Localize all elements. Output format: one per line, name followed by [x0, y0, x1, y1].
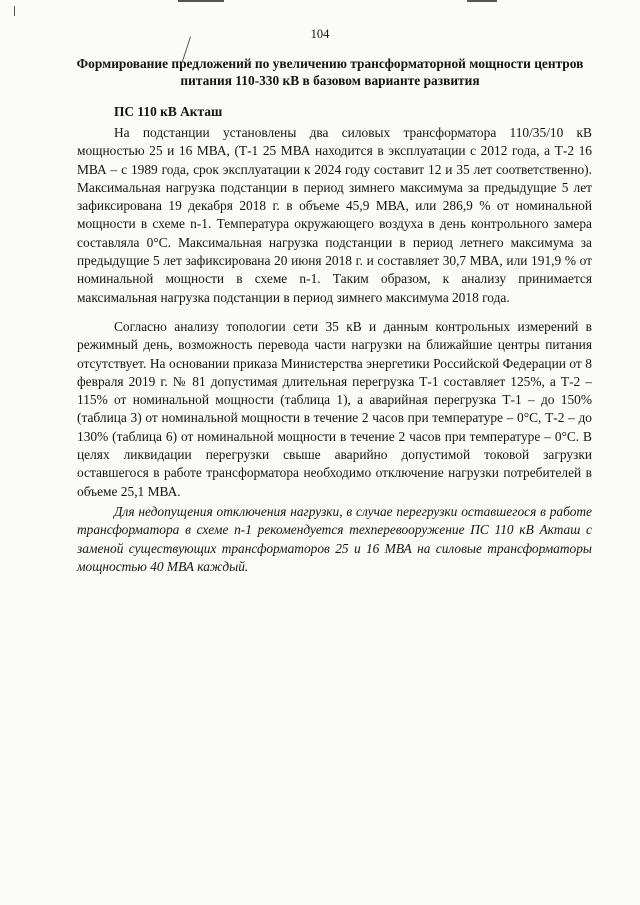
scan-mark-left: [14, 6, 15, 16]
body-paragraph-2: [77, 318, 592, 501]
paragraph-text: Согласно анализу топологии сети 35 кВ и данным контрольных измерений в режимный день, возможность перевода части нагрузки на ближайшие центры питания отсутствует. На основании приказа Министерства энергетики Российской Федерации от 8 февраля 2019 г. № 81 допустимая длительная перегрузка Т-1 составляет 125%, а Т-2 – 115% от номинальной мощности (таблица 1), а аварийная перегрузка Т-1 – до 150% (таблица 3) от номинальной мощности в течение 2 часов при температуре – 0°С, Т-2 – до 130% (таблица 6) от номинальной мощности в течение 2 часов при температуре – 0°С. В целях ликвидации перегрузки свыше аварийно допустимой токовой загрузки оставшегося в работе трансформатора необходимо отключение нагрузки потребителей в объеме 25,1 МВА.: [77, 319, 592, 499]
recommendation-paragraph: [77, 503, 592, 576]
scan-mark-top: [178, 0, 224, 2]
paragraph-text: Для недопущения отключения нагрузки, в случае перегрузки оставшегося в работе трансформатора в схеме n-1 рекомендуется техперевооружение ПС 110 кВ Акташ с заменой существующих трансформаторов 25 и 16 МВА на силовые трансформаторы мощностью 40 МВА каждый.: [77, 504, 592, 574]
page-title: Формирование предложений по увеличению трансформаторной мощности центров питания 110-330 кВ в базовом варианте развития: [76, 56, 584, 88]
scan-mark-right: [467, 0, 497, 2]
paragraph-text: На подстанции установлены два силовых трансформатора 110/35/10 кВ мощностью 25 и 16 МВА, (Т-1 25 МВА находится в эксплуатации с 2012 года, а Т-2 16 МВА – с 1989 года, срок эксплуатации к 2024 году составит 12 и 35 лет соответственно). Максимальная нагрузка подстанции в период зимнего максимума за предыдущие 5 лет зафиксирована 19 декабря 2018 г. в объеме 45,9 МВА, или 286,9 % от номинальной мощности в схеме n-1. Температура окружающего воздуха в день контрольного замера составляла 0°С. Максимальная нагрузка подстанции в период летнего максимума за предыдущие 5 лет зафиксирована 20 июня 2018 г. и составляет 30,7 МВА, или 191,9 % от номинальной мощности в схеме n-1. Таким образом, к анализу принимается максимальная нагрузка подстанции в период зимнего максимума 2018 года.: [77, 125, 592, 305]
body-paragraph-1: [77, 124, 592, 307]
section-heading: ПС 110 кВ Акташ: [114, 104, 223, 119]
page-number: 104: [310, 27, 330, 41]
